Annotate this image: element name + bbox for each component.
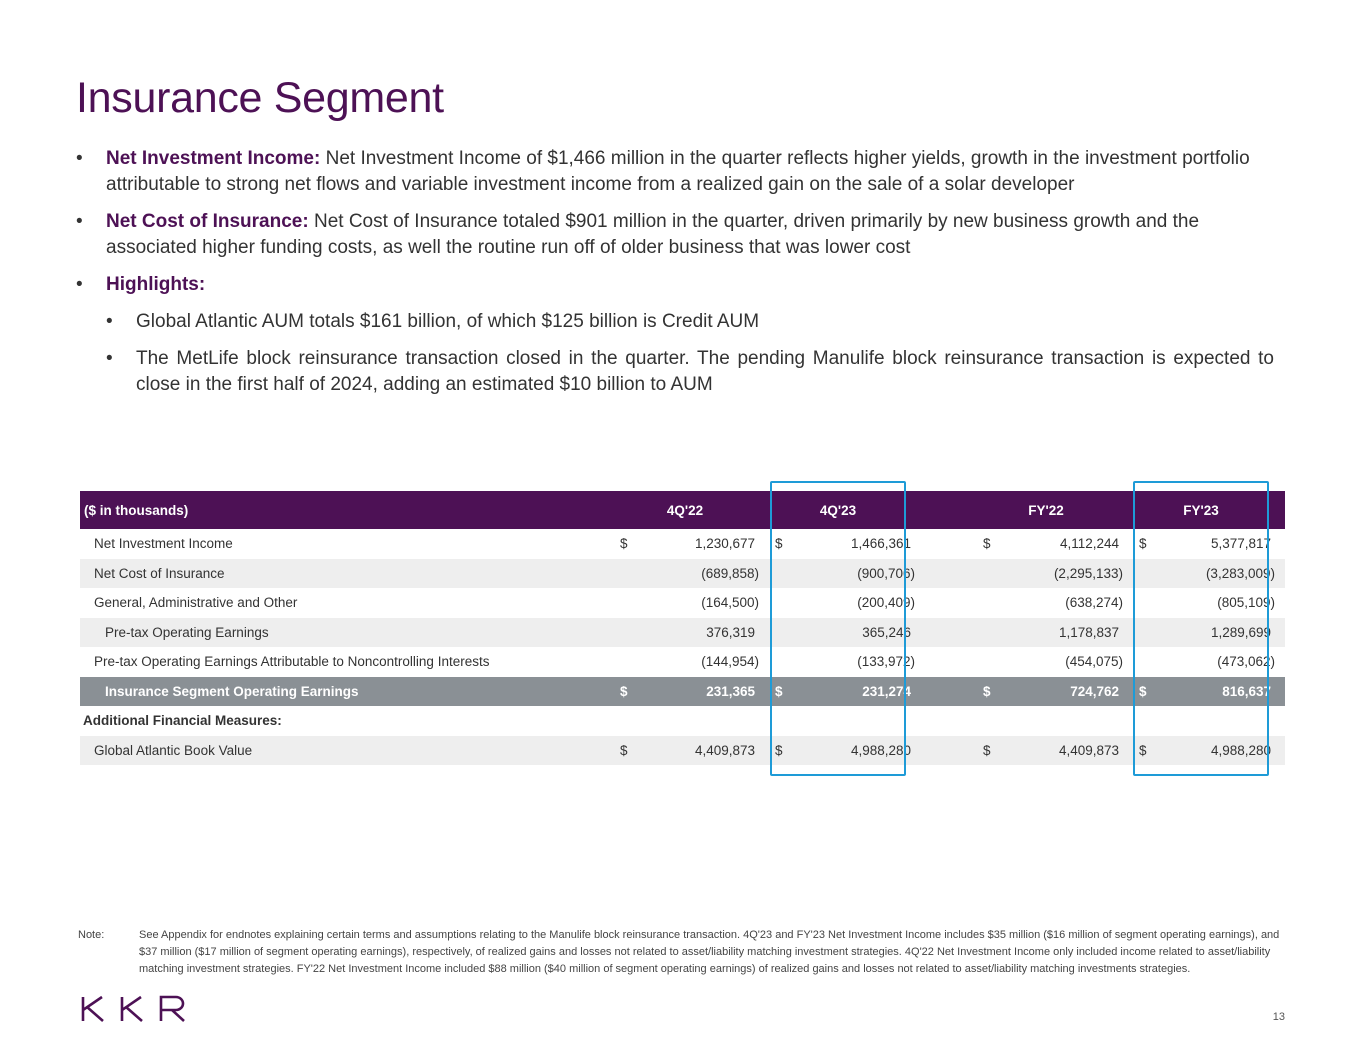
table-header-label: ($ in thousands) (84, 502, 189, 518)
table-cell-value: 365,246 (862, 624, 911, 640)
currency-symbol: $ (1139, 742, 1147, 758)
currency-symbol: $ (1139, 536, 1147, 552)
currency-symbol: $ (775, 683, 783, 699)
row-noncontrolling-interests (80, 647, 1285, 677)
bullet-dot-icon: • (106, 311, 113, 332)
row-label: Net Investment Income (94, 536, 233, 552)
row-net-cost-of-insurance (80, 559, 1285, 589)
table-cell-value: (144,954) (701, 654, 759, 670)
row-label: Pre-tax Operating Earnings Attributable to Noncontrolling Interests (94, 654, 490, 670)
row-segment-operating-earnings (80, 677, 1285, 707)
bullet-heading: Highlights: (106, 274, 206, 295)
bullet-dot-icon: • (106, 348, 113, 369)
currency-symbol: $ (620, 742, 628, 758)
column-header-fy22: FY'22 (1028, 502, 1064, 518)
table-cell-value: 4,988,280 (850, 742, 911, 758)
table-cell-value: 4,988,280 (1210, 742, 1271, 758)
table-cell-value: 231,365 (706, 683, 755, 699)
currency-symbol: $ (620, 536, 628, 552)
table-cell-value: (3,283,009) (1205, 565, 1275, 581)
table-cell-value: 1,466,361 (850, 536, 911, 552)
bullet-dot-icon: • (76, 274, 83, 295)
highlight-box-fy23 (1133, 481, 1269, 776)
bullet-net-cost-of-insurance (76, 209, 1274, 261)
table-cell-value: 4,409,873 (694, 742, 755, 758)
page-title: Insurance Segment (76, 74, 444, 122)
table-cell-value: 376,319 (706, 624, 755, 640)
footnote-text: See Appendix for endnotes explaining certain terms and assumptions relating to the Manulife block reinsurance transaction. 4Q'23 and FY'23 Net Investment Income includes $35 million ($16 million of segment operating earnings), and $37 million ($17 million of segment operating earnings), respectively, of realized gains and losses not related to asset/liability matching investment strategies. 4Q'22 Net Investment Income only included income related to asset/liability matching investment strategies. FY'22 Net Investment Income included $88 million ($40 million of segment operating earnings) of realized gains and losses not related to asset/liability matching investments strategies. (139, 929, 1280, 975)
table-cell-value: (164,500) (701, 595, 759, 611)
table-cell-value: 4,112,244 (1059, 536, 1119, 552)
table-cell-value: (2,295,133) (1053, 565, 1123, 581)
row-label: Additional Financial Measures: (83, 713, 282, 729)
row-additional-financial-measures (80, 706, 1285, 736)
page-number: 13 (1272, 1011, 1285, 1023)
bullet-highlights (76, 272, 1274, 298)
currency-symbol: $ (620, 683, 628, 699)
column-header-4q23: 4Q'23 (819, 502, 857, 518)
row-general-admin-other (80, 588, 1285, 618)
table-cell-value: (473,062) (1217, 654, 1275, 670)
table-cell-value: 724,762 (1070, 683, 1119, 699)
bullet-dot-icon: • (76, 211, 83, 232)
currency-symbol: $ (983, 536, 991, 552)
table-cell-value (615, 706, 755, 736)
bullet-dot-icon: • (76, 148, 83, 169)
row-net-investment-income (80, 529, 1285, 559)
bullet-net-investment-income (76, 146, 1274, 198)
table-cell-value: 1,178,837 (1058, 624, 1119, 640)
row-label: Pre-tax Operating Earnings (105, 624, 269, 640)
currency-symbol: $ (983, 742, 991, 758)
highlight-box-4q23 (770, 481, 906, 776)
row-label: Net Cost of Insurance (94, 565, 225, 581)
row-pretax-operating-earnings (80, 618, 1285, 648)
table-cell-value: 816,637 (1222, 683, 1271, 699)
financial-table (80, 491, 1285, 765)
row-label: Insurance Segment Operating Earnings (105, 683, 359, 699)
table-cell-value: (200,409) (857, 595, 915, 611)
kkr-logo (80, 995, 194, 1023)
row-label: General, Administrative and Other (94, 595, 298, 611)
currency-symbol: $ (775, 536, 783, 552)
table-cell-value: 1,230,677 (694, 536, 755, 552)
column-header-4q22: 4Q'22 (666, 502, 704, 518)
currency-symbol: $ (983, 683, 991, 699)
sub-bullet-text: Global Atlantic AUM totals $161 billion, of which $125 billion is Credit AUM (136, 311, 760, 332)
table-cell-value: (133,972) (857, 654, 915, 670)
bullet-list (76, 146, 1274, 409)
table-cell-value: (454,075) (1065, 654, 1123, 670)
footnote-label: Note: (78, 929, 105, 941)
sub-bullet-reinsurance (76, 346, 1274, 398)
table-cell-value (979, 706, 1119, 736)
column-header-fy23: FY'23 (1183, 502, 1219, 518)
currency-symbol: $ (1139, 683, 1147, 699)
table-cell-value: (900,706) (857, 565, 915, 581)
bullet-text: Net Cost of Insurance totaled $901 million in the quarter, driven primarily by new business growth and the associated higher funding costs, as well the routine run off of older business that was lower cost (106, 211, 1200, 258)
table-cell-value: (638,274) (1065, 595, 1123, 611)
table-cell-value: 4,409,873 (1058, 742, 1119, 758)
table-cell-value: 5,377,817 (1210, 536, 1271, 552)
footnote (78, 927, 1281, 978)
bullet-heading: Net Cost of Insurance: (106, 211, 309, 232)
table-cell-value: 231,274 (862, 683, 911, 699)
table-header-row (80, 491, 1285, 529)
table-cell-value: 1,289,699 (1210, 624, 1271, 640)
row-global-atlantic-book-value (80, 736, 1285, 766)
bullet-text: Net Investment Income of $1,466 million in the quarter reflects higher yields, growth in the investment portfolio attributable to strong net flows and variable investment income from a realized gain on the sale of a solar developer (106, 148, 1250, 195)
currency-symbol: $ (775, 742, 783, 758)
table-cell-value: (689,858) (701, 565, 759, 581)
table-cell-value: (805,109) (1217, 595, 1275, 611)
row-label: Global Atlantic Book Value (94, 742, 253, 758)
sub-bullet-aum (76, 309, 1274, 335)
bullet-heading: Net Investment Income: (106, 148, 321, 169)
sub-bullet-text: The MetLife block reinsurance transaction closed in the quarter. The pending Manulife block reinsurance transaction is expected to close in the first half of 2024, adding an estimated $10 billion to AUM (136, 348, 1274, 395)
